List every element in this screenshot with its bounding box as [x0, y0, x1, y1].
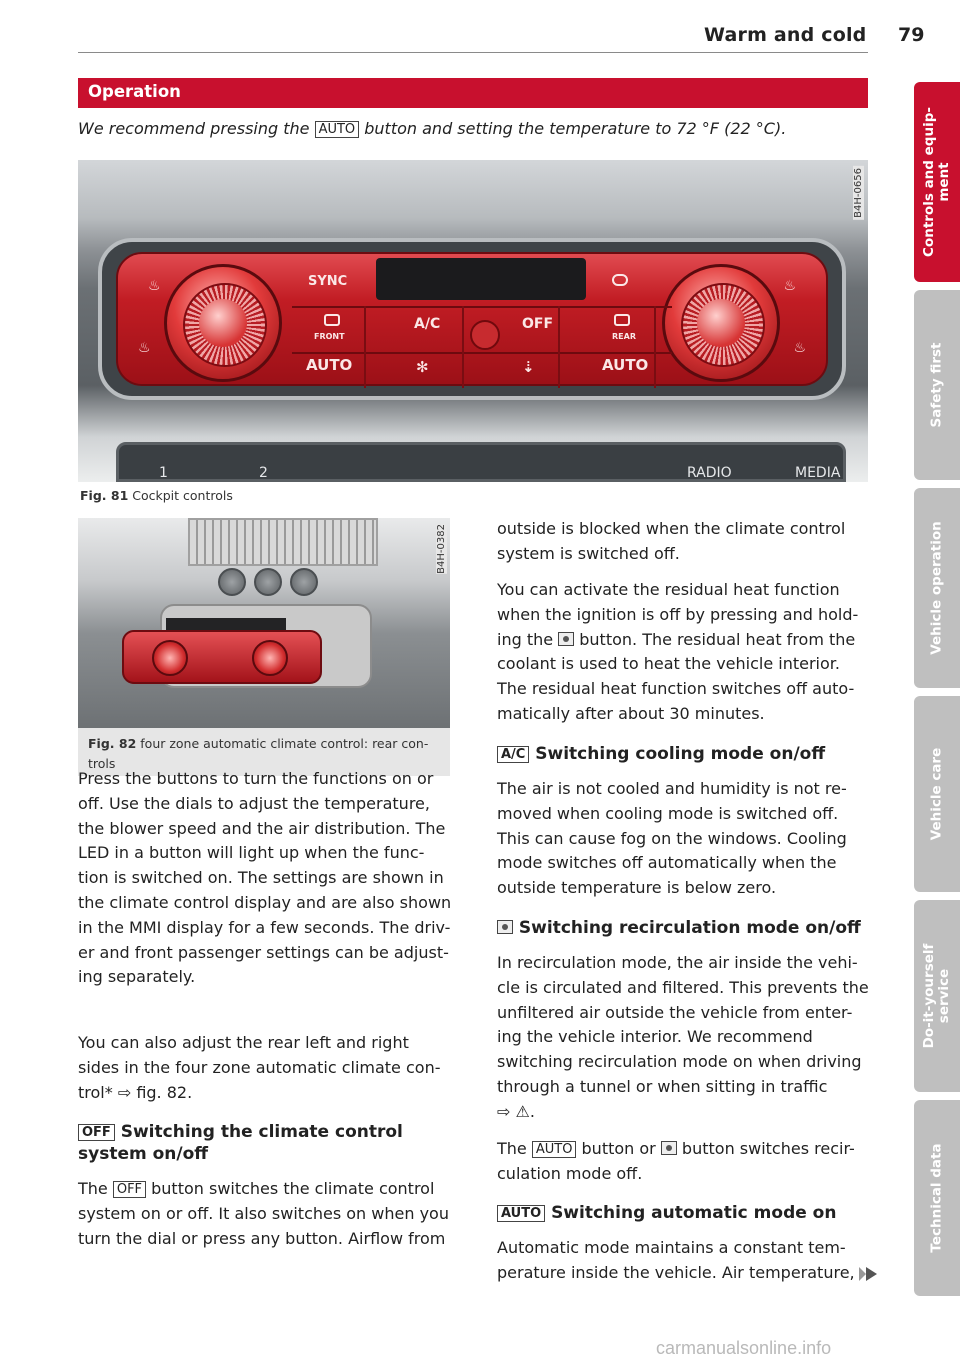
intro-text-end: button and setting the temperature to 72 °F (22 °C). [359, 119, 787, 138]
off-key-label: OFF [113, 1181, 146, 1198]
front-label: FRONT [314, 332, 345, 341]
intro-recommendation [78, 119, 868, 138]
paragraph-recirculation-off: The AUTO button or button switches recir- culation mode off. [497, 1139, 855, 1183]
tab-label: Controls and equip- ment [921, 107, 952, 257]
seat-ventilation-right-icon: ♨ [793, 340, 806, 356]
tab-vehicle-care[interactable] [914, 696, 960, 892]
paragraph-residual-heat: You can activate the residual heat function when the ignition is off by pressing and hold- ing the button. The residual heat from the coolant is used to heat the vehicle interior. The residual heat function switches off auto- matically after about 30 minutes. [497, 580, 859, 723]
figure-82-rear-controls [78, 518, 450, 728]
media-label: MEDIA [795, 465, 841, 481]
climate-control-panel [98, 238, 846, 400]
figure-code: B4H-0656 [853, 168, 864, 218]
ac-key-label: A/C [497, 746, 529, 763]
ac-button-label: A/C [414, 316, 441, 332]
heading-automatic-mode: AUTO Switching automatic mode on [497, 1202, 836, 1224]
button-divider [462, 306, 464, 388]
running-header-title: Warm and cold [704, 24, 867, 46]
tab-technical-data[interactable] [914, 1100, 960, 1296]
paragraph-cooling-mode: The air is not cooled and humidity is not re- moved when cooling mode is switched off. This can cause fog on the windows. Cooling mode switches off automatically when the outside temperature is below zero. [497, 779, 847, 898]
paragraph-airflow-blocked: outside is blocked when the climate control system is switched off. [497, 519, 846, 563]
tab-vehicle-operation[interactable] [914, 488, 960, 688]
residual-heat-button-icon [558, 632, 574, 646]
auto-left-button-label: AUTO [306, 356, 353, 374]
caption-text-continued: trols [88, 756, 116, 771]
fan-icon: ✻ [416, 358, 429, 376]
climate-panel-face [116, 252, 828, 386]
tab-label: Vehicle operation [928, 521, 945, 655]
sync-button-label: SYNC [308, 274, 348, 289]
watermark-text: carmanualsonline.info [656, 1338, 832, 1358]
continue-arrow-icon [859, 1267, 866, 1281]
button-divider [558, 306, 560, 388]
figure-code: B4H-0382 [436, 524, 447, 574]
heading-cooling-mode: A/C Switching cooling mode on/off [497, 743, 825, 765]
preset-2-label: 2 [259, 465, 268, 481]
rear-left-dial [152, 640, 188, 676]
figure-81-cockpit-controls [78, 160, 868, 482]
climate-display [376, 258, 586, 300]
tab-label: Safety first [928, 342, 945, 428]
preset-1-label: 1 [159, 465, 168, 481]
auto-key-label: AUTO [497, 1205, 545, 1222]
tab-label: Technical data [928, 1143, 945, 1253]
rear-defrost-icon [614, 314, 630, 326]
tab-do-it-yourself-service[interactable] [914, 900, 960, 1092]
button-divider [364, 306, 366, 388]
seat-heating-right-icon: ♨ [783, 278, 796, 294]
blower-center-dial [470, 320, 500, 350]
air-distribution-icon: ⇣ [522, 358, 535, 376]
radio-button-bar [116, 442, 846, 482]
paragraph-buttons-dials: Press the buttons to turn the functions on or off. Use the dials to adjust the temperature, the blower speed and the air distribution. The LED in a button will light up when the func- tion is switched on. The settings are shown in the climate control display and are also shown in the MMI display for a few seconds. The driv- er and front passenger settings can be adjust- ing separately. [78, 769, 452, 987]
page-number: 79 [898, 24, 925, 46]
auto-key-label: AUTO [532, 1141, 577, 1158]
button-divider [654, 306, 656, 388]
caption-text: four zone automatic climate control: rear con- [140, 736, 429, 751]
caption-label: Fig. 82 [88, 736, 137, 751]
tab-safety-first[interactable] [914, 290, 960, 480]
paragraph-automatic-mode: Automatic mode maintains a constant tem- perature inside the vehicle. Air temperature, [497, 1238, 855, 1282]
rear-air-vents [188, 518, 378, 566]
paragraph-off-button: The OFF button switches the climate control system on or off. It also switches on when you turn the dial or press any button. Airflow from [78, 1179, 449, 1248]
paragraph-rear-zone: You can also adjust the rear left and right sides in the four zone automatic climate con- trol* ⇨ fig. 82. [78, 1031, 440, 1105]
warning-reference[interactable]: ⇨ ⚠. [497, 1101, 535, 1121]
paragraph-recirculation: In recirculation mode, the air inside the vehi- cle is circulated and filtered. This prevents the unfiltered air outside the vehicle from enter- ing the vehicle interior. We recommend switching recirculation mode on when driving through a tunnel or when sitting in traffic ⇨ ⚠. [497, 951, 869, 1125]
radio-label: RADIO [687, 465, 732, 481]
right-temperature-dial [662, 264, 780, 382]
recirculation-button-icon [497, 920, 513, 934]
tab-label: Do-it-yourself service [921, 943, 952, 1049]
rear-vent-knob [218, 568, 246, 596]
auto-key-label: AUTO [315, 121, 360, 138]
seat-ventilation-left-icon: ♨ [138, 340, 151, 356]
front-defrost-icon [324, 314, 340, 326]
panel-divider-top [292, 306, 672, 308]
tab-controls-and-equipment[interactable] [914, 82, 960, 282]
left-temperature-dial [164, 264, 282, 382]
windshield-defrost-button-icon [661, 1141, 677, 1155]
off-key-label: OFF [78, 1124, 115, 1141]
section-title: Operation [88, 82, 181, 101]
rear-vent-knob [254, 568, 282, 596]
tab-label: Vehicle care [928, 747, 945, 841]
caption-text: Cockpit controls [132, 488, 233, 503]
recirculation-icon [612, 274, 628, 286]
heading-climate-on-off: OFF Switching the climate control system on/off [78, 1122, 403, 1164]
rear-vent-knob [290, 568, 318, 596]
panel-divider-bottom [292, 352, 672, 354]
figure-82-reference[interactable]: trol* ⇨ fig. 82. [78, 1082, 193, 1102]
caption-label: Fig. 81 [80, 488, 129, 503]
section-heading-bar [78, 78, 868, 108]
rear-right-dial [252, 640, 288, 676]
auto-right-button-label: AUTO [602, 356, 649, 374]
intro-text-start: We recommend pressing the [78, 119, 315, 138]
header-divider [78, 52, 868, 53]
heading-recirculation-mode: Switching recirculation mode on/off [497, 917, 861, 939]
seat-heating-left-icon: ♨ [148, 278, 161, 294]
rear-label: REAR [612, 332, 636, 341]
off-button-label: OFF [522, 316, 554, 332]
continue-arrow-icon [866, 1267, 877, 1281]
figure-81-caption [80, 488, 233, 503]
